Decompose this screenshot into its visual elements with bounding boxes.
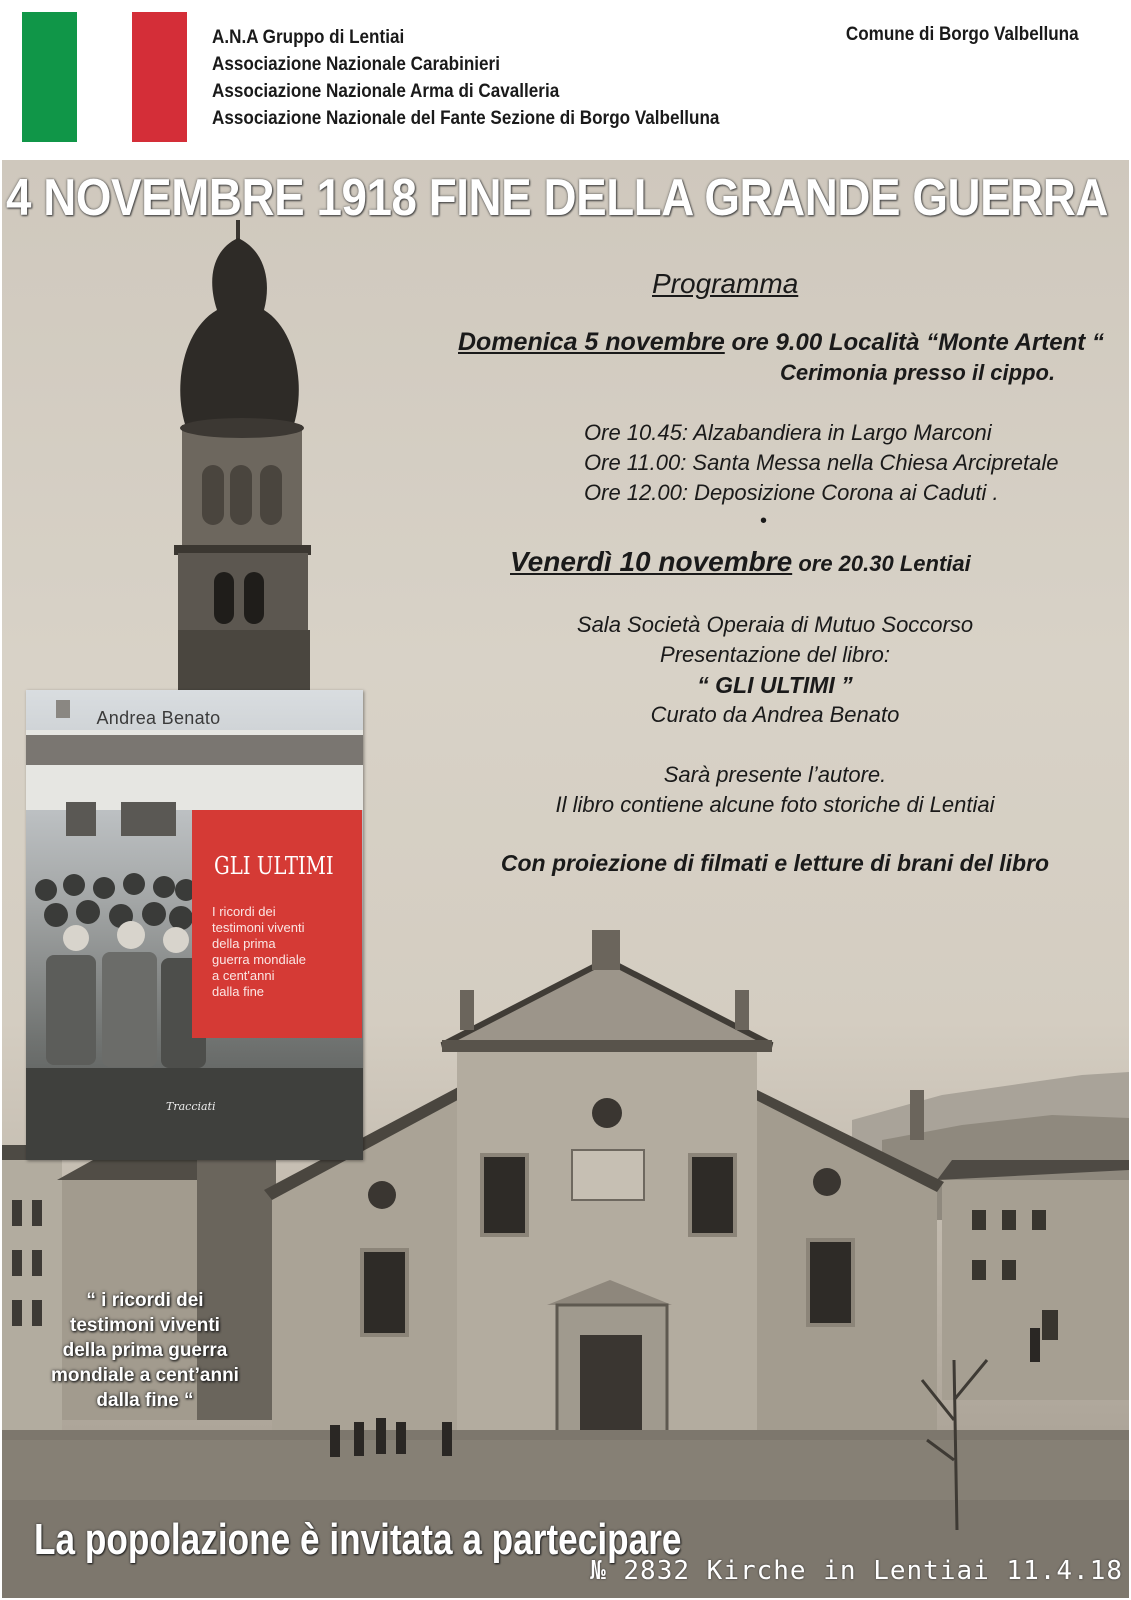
friday-time-place: ore 20.30 Lentiai xyxy=(798,551,971,576)
book-subtitle-line: I ricordi dei xyxy=(212,904,276,919)
book-subtitle xyxy=(212,904,352,1000)
associations-list xyxy=(212,24,776,132)
book-subtitle-line: dalla fine xyxy=(212,984,265,999)
quote-line: mondiale a cent’anni xyxy=(51,1365,239,1386)
book-curator: Curato da Andrea Benato xyxy=(650,702,900,727)
book-publisher: Tracciati xyxy=(166,1100,216,1113)
flag-white-band xyxy=(77,12,132,142)
schedule-item: Ore 11.00: Santa Messa nella Chiesa Arcipretale xyxy=(584,450,1059,475)
sunday-ceremony: Cerimonia presso il cippo. xyxy=(780,360,1056,385)
sunday-event-line xyxy=(458,328,1104,357)
flag-green-band xyxy=(22,12,77,142)
book-title-quote: “ GLI ULTIMI ” xyxy=(697,672,853,698)
flag-red-band xyxy=(132,12,187,142)
book-subtitle-line: testimoni viventi xyxy=(212,920,305,935)
quote-line: testimoni viventi xyxy=(70,1315,220,1336)
book-cover xyxy=(26,690,363,1160)
invitation-text: La popolazione è invitata a partecipare xyxy=(34,1515,682,1564)
photo-caption: № 2832 Kirche in Lentiai 11.4.18 xyxy=(590,1556,1123,1586)
book-author: Andrea Benato xyxy=(96,708,221,728)
association-item: Associazione Nazionale del Fante Sezione di Borgo Valbelluna xyxy=(212,108,720,129)
quote-line: “ i ricordi dei xyxy=(86,1290,204,1311)
association-item: Associazione Nazionale Arma di Cavalleria xyxy=(212,81,560,102)
programma-heading: Programma xyxy=(652,268,799,299)
italian-flag xyxy=(22,12,187,142)
venue: Sala Società Operaia di Mutuo Soccorso xyxy=(576,612,974,637)
association-item: Associazione Nazionale Carabinieri xyxy=(212,54,500,75)
book-title: GLI ULTIMI xyxy=(214,852,334,880)
book-subtitle-line: a cent'anni xyxy=(212,968,275,983)
schedule-item: Ore 12.00: Deposizione Corona ai Caduti . xyxy=(584,480,999,505)
book-red-panel xyxy=(192,810,362,1038)
sunday-time-place: ore 9.00 Località “Monte Artent “ xyxy=(731,329,1104,356)
sunday-date: Domenica 5 novembre xyxy=(458,328,725,356)
projection-note: Con proiezione di filmati e letture di brani del libro xyxy=(500,850,1050,876)
comune-name: Comune di Borgo Valbelluna xyxy=(846,24,1079,45)
bullet-separator: • xyxy=(760,510,768,532)
book-presentation-label: Presentazione del libro: xyxy=(660,642,890,667)
book-quote xyxy=(20,1288,270,1413)
book-subtitle-line: della prima xyxy=(212,936,276,951)
book-subtitle-line: guerra mondiale xyxy=(212,952,306,967)
main-title: 4 NOVEMBRE 1918 FINE DELLA GRANDE GUERRA xyxy=(6,169,1109,227)
author-presence: Sarà presente l’autore. xyxy=(663,762,887,787)
header xyxy=(0,0,1131,160)
schedule-item: Ore 10.45: Alzabandiera in Largo Marconi xyxy=(584,420,992,445)
quote-line: dalla fine “ xyxy=(96,1390,194,1411)
book-contents-note: Il libro contiene alcune foto storiche di Lentiai xyxy=(555,792,995,817)
friday-date: Venerdì 10 novembre xyxy=(510,546,793,577)
friday-event-line xyxy=(510,546,971,578)
quote-line: della prima guerra xyxy=(62,1340,228,1361)
association-item: A.N.A Gruppo di Lentiai xyxy=(212,27,405,48)
